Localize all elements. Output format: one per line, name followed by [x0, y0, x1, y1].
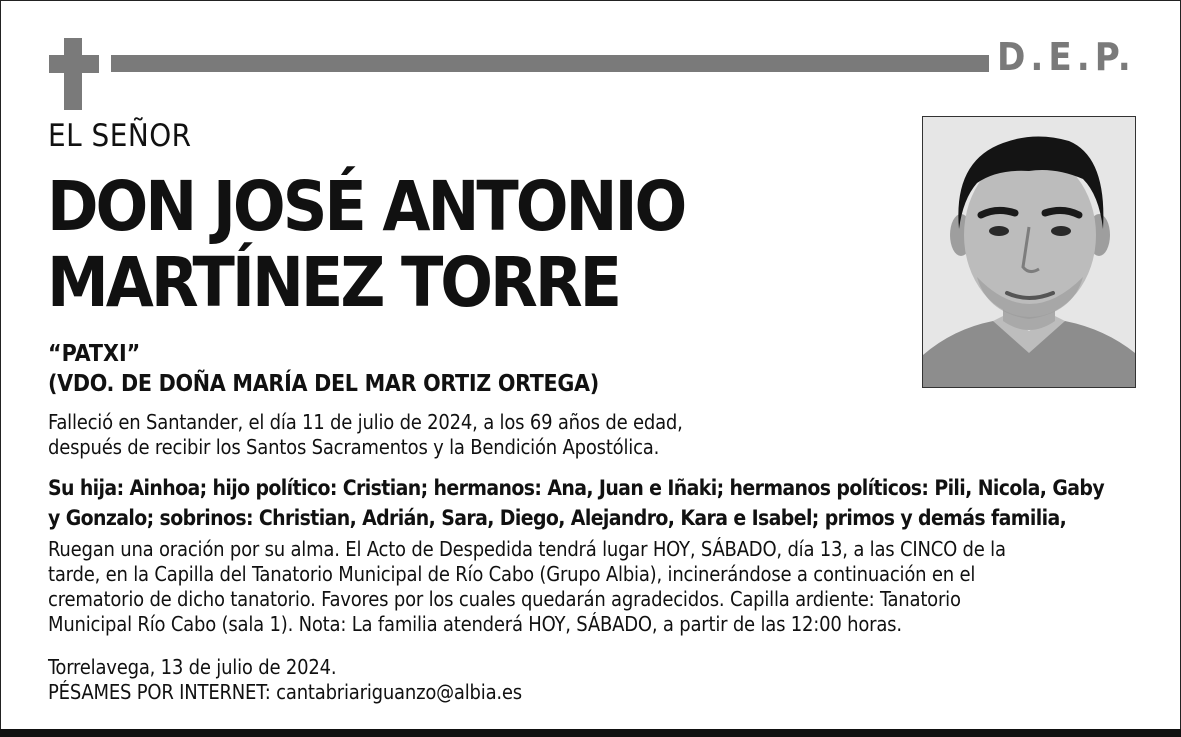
ceremony-line-1: Ruegan una oración por su alma. El Acto de Despedida tendrá lugar HOY, SÁBADO, día 13, a las CINCO de la — [48, 537, 1006, 561]
ceremony-line-3: crematorio de dicho tanatorio. Favores por los cuales quedarán agradecidos. Capilla ardiente: Tanatorio — [48, 587, 961, 611]
cross-icon — [64, 38, 82, 110]
portrait-illustration — [923, 117, 1135, 387]
ceremony-details — [48, 537, 1163, 637]
deceased-name — [47, 169, 684, 321]
cross-icon-bar — [49, 55, 99, 73]
death-line-1: Falleció en Santander, el día 11 de julio de 2024, a los 69 años de edad, — [48, 410, 683, 434]
death-details — [48, 410, 868, 460]
name-line-2: MARTÍNEZ TORRE — [47, 243, 620, 323]
ceremony-line-2: tarde, en la Capilla del Tanatorio Municipal de Río Cabo (Grupo Albia), incinerándose a continuación en el — [48, 562, 976, 586]
place-date: Torrelavega, 13 de julio de 2024. — [48, 655, 337, 679]
title-prefix: EL SEÑOR — [48, 118, 192, 154]
ceremony-line-4: Municipal Río Cabo (sala 1). Nota: La familia atenderá HOY, SÁBADO, a partir de las 12:00 horas. — [48, 612, 902, 636]
family-line-2: y Gonzalo; sobrinos: Christian, Adrián, Sara, Diego, Alejandro, Kara e Isabel; primos y demás familia, — [48, 506, 1067, 530]
widower-of: (VDO. DE DOÑA MARÍA DEL MAR ORTIZ ORTEGA) — [48, 371, 599, 397]
bottom-border — [0, 729, 1181, 737]
portrait-photo — [922, 116, 1136, 388]
nickname: “PATXI” — [48, 341, 141, 367]
name-line-1: DON JOSÉ ANTONIO — [47, 167, 685, 247]
dep-label: D.E.P. — [997, 35, 1136, 79]
header-rule — [111, 55, 989, 72]
family-list — [48, 473, 1158, 533]
death-line-2: después de recibir los Santos Sacramentos y la Bendición Apostólica. — [48, 435, 660, 459]
family-line-1: Su hija: Ainhoa; hijo político: Cristian; hermanos: Ana, Juan e Iñaki; hermanos políticos: Pili, Nicola, Gaby — [48, 476, 1105, 500]
condolences-contact: PÉSAMES POR INTERNET: cantabriariguanzo@albia.es — [48, 680, 522, 704]
